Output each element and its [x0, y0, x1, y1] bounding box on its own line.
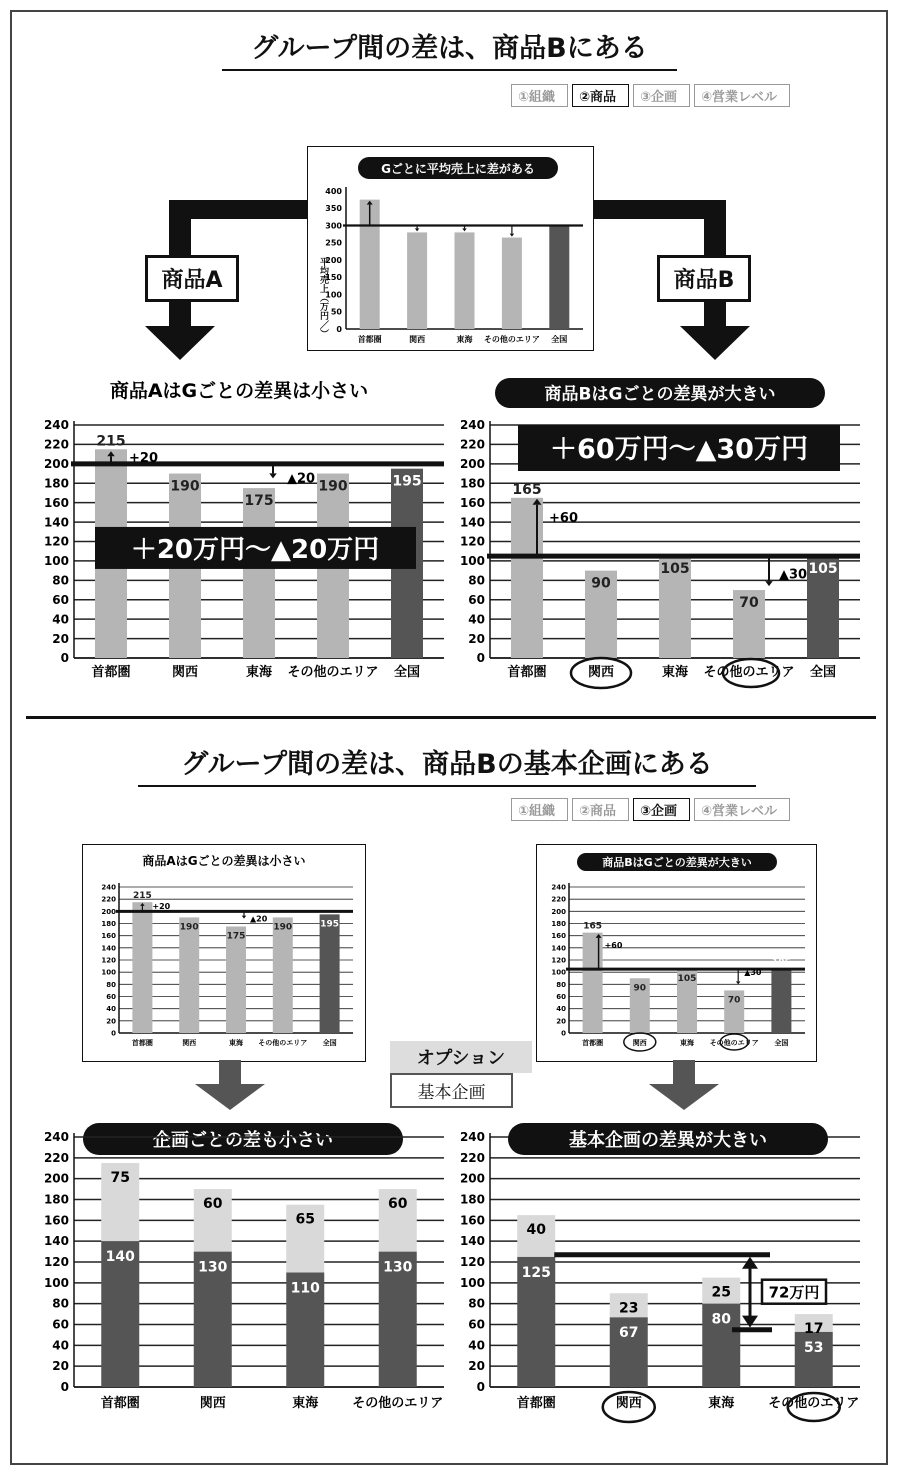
category-label: 東海: [229, 1039, 243, 1047]
category-label: 首都圏: [516, 1396, 556, 1411]
y-tick-label: 140: [43, 515, 69, 530]
y-tick-label: 20: [52, 1359, 69, 1374]
chart-title: 商品AはGごとの差異は小さい: [109, 380, 369, 402]
y-tick-label: 120: [459, 534, 485, 549]
y-tick-label: 60: [468, 1317, 485, 1332]
bar: [320, 914, 340, 1033]
step-1: ①組織: [511, 798, 568, 821]
value-label: 75: [110, 1170, 130, 1187]
y-tick-label: 20: [52, 631, 69, 646]
bar: [179, 917, 199, 1033]
y-tick-label: 160: [43, 1213, 69, 1228]
value-label: 175: [226, 931, 246, 942]
category-label: 関西: [587, 665, 615, 680]
y-tick-label: 220: [551, 895, 566, 904]
label-product-b: 商品B: [657, 255, 751, 302]
value-label: 190: [170, 478, 200, 495]
option-title: オプション: [390, 1041, 532, 1073]
value-label: 175: [244, 493, 274, 510]
bar: [771, 969, 791, 1033]
category-label: 首都圏: [582, 1039, 604, 1047]
diff-arrow-down-head: [242, 916, 247, 919]
y-tick-label: 40: [106, 1005, 116, 1014]
y-tick-label: 0: [60, 651, 69, 666]
y-tick-label: 240: [459, 1130, 485, 1144]
bar: [583, 933, 603, 1033]
diff-arrow-down-head: [269, 473, 277, 478]
thumb-chart-product-a: [83, 845, 365, 1061]
y-tick-label: 80: [556, 980, 566, 989]
category-label: 東海: [708, 1396, 735, 1411]
bar: [511, 498, 543, 658]
annotation: +20: [129, 451, 158, 467]
step-2: ②商品: [572, 798, 629, 821]
annotation: ▲30: [744, 968, 762, 978]
y-tick-label: 300: [325, 221, 342, 231]
chart-title: 商品BはGごとの差異が大きい: [544, 384, 776, 405]
y-tick-label: 400: [325, 186, 342, 196]
value-label: 105: [772, 958, 791, 969]
y-tick-label: 220: [43, 1150, 69, 1165]
bar: [502, 238, 522, 329]
y-tick-label: 250: [325, 238, 342, 248]
value-label: 23: [619, 1300, 639, 1317]
y-tick-label: 220: [43, 437, 69, 452]
y-tick-label: 40: [52, 1338, 69, 1353]
y-tick-label: 40: [468, 1338, 485, 1353]
value-label: 105: [677, 974, 697, 985]
annotation: +60: [604, 940, 623, 950]
y-tick-label: 140: [459, 1234, 485, 1249]
y-tick-label: 60: [468, 592, 485, 607]
y-tick-label: 50: [330, 307, 342, 317]
annotation: ▲30: [779, 567, 808, 583]
y-tick-label: 240: [459, 418, 485, 433]
y-tick-label: 160: [459, 1213, 485, 1228]
y-tick-label: 60: [556, 992, 566, 1001]
category-label: その他のエリア: [703, 665, 795, 680]
diff-arrow-head: [510, 234, 515, 237]
y-tick-label: 200: [459, 1171, 485, 1186]
y-tick-label: 120: [43, 534, 69, 549]
flow-arrow-bottom-left: [190, 1060, 270, 1112]
y-tick-label: 80: [468, 1296, 485, 1311]
y-tick-label: 80: [52, 573, 69, 588]
value-label: 125: [521, 1264, 551, 1281]
value-label: 165: [583, 921, 602, 932]
y-tick-label: 60: [52, 592, 69, 607]
category-label: 全国: [551, 335, 568, 344]
category-label: 東海: [680, 1039, 694, 1047]
y-tick-label: 0: [60, 1380, 69, 1394]
y-tick-label: 200: [101, 907, 116, 916]
category-label: 全国: [774, 1039, 789, 1047]
y-tick-label: 80: [468, 573, 485, 588]
category-label: 全国: [809, 665, 837, 680]
y-tick-label: 0: [336, 324, 342, 334]
y-tick-label: 200: [459, 457, 485, 472]
y-tick-label: 60: [52, 1317, 69, 1332]
bar: [132, 902, 152, 1033]
category-label: その他のエリア: [483, 335, 540, 344]
category-label: 全国: [393, 665, 421, 680]
y-tick-label: 140: [551, 944, 566, 953]
y-tick-label: 100: [43, 554, 69, 569]
bar: [407, 232, 427, 329]
section-divider: [26, 716, 876, 719]
value-label: 215: [133, 891, 152, 902]
category-label: 関西: [182, 1039, 197, 1047]
y-tick-label: 220: [459, 437, 485, 452]
value-label: 53: [804, 1339, 824, 1356]
chart-title: Gごとに平均売上に差がある: [381, 161, 535, 176]
avg-chart: [308, 147, 593, 350]
y-tick-label: 0: [111, 1029, 116, 1038]
value-label: 105: [808, 561, 838, 578]
category-label: 首都圏: [357, 335, 382, 344]
bar: [243, 488, 275, 658]
y-tick-label: 100: [459, 1275, 485, 1290]
range-arrow-head-down: [742, 1316, 758, 1328]
category-label: 首都圏: [91, 665, 131, 680]
diff-arrow-head: [462, 228, 467, 231]
value-label: 67: [619, 1325, 639, 1342]
category-label: 関西: [409, 335, 426, 344]
y-tick-label: 240: [551, 883, 566, 892]
flow-right-head: [680, 326, 750, 360]
category-label: その他のエリア: [258, 1039, 308, 1047]
flow-arrow-bottom-right: [644, 1060, 724, 1112]
value-label: 140: [105, 1249, 135, 1266]
y-tick-label: 240: [43, 418, 69, 433]
diff-arrow-head: [415, 228, 420, 231]
y-tick-label: 60: [106, 992, 116, 1001]
y-tick-label: 150: [325, 273, 342, 283]
y-tick-label: 200: [325, 255, 342, 265]
y-tick-label: 120: [43, 1255, 69, 1269]
callout-text: ＋20万円〜▲20万円: [130, 534, 380, 565]
section-title-bottom: グループ間の差は、商品Bの基本企画にある: [138, 742, 756, 787]
value-label: 60: [388, 1196, 408, 1213]
chart-product-a-plan: [28, 1115, 450, 1425]
step-1: ①組織: [511, 84, 568, 107]
value-label: 105: [660, 561, 690, 578]
thumb-a-box: [82, 844, 366, 1062]
value-label: 40: [526, 1222, 546, 1239]
y-tick-label: 20: [468, 1359, 485, 1374]
y-tick-label: 240: [43, 1130, 69, 1144]
y-tick-label: 100: [101, 968, 116, 977]
value-label: 110: [290, 1280, 320, 1297]
value-label: 80: [711, 1311, 731, 1328]
category-label: 東海: [456, 335, 473, 344]
y-tick-label: 100: [459, 554, 485, 569]
diff-arrow-down-head: [765, 581, 773, 586]
label-product-a: 商品A: [145, 255, 239, 302]
y-tick-label: 200: [551, 907, 566, 916]
y-tick-label: 120: [459, 1255, 485, 1269]
y-tick-label: 0: [476, 651, 485, 666]
chart-product-a: [28, 375, 450, 695]
range-arrow-head-up: [742, 1257, 758, 1269]
value-label: 17: [804, 1321, 824, 1338]
y-tick-label: 80: [52, 1296, 69, 1311]
value-label: 90: [633, 983, 647, 994]
y-tick-label: 160: [101, 932, 116, 941]
value-label: 130: [383, 1259, 413, 1276]
category-label: 東海: [292, 1396, 319, 1411]
step-4: ④営業レベル: [694, 798, 790, 821]
category-label: 首都圏: [100, 1396, 140, 1411]
value-label: 60: [203, 1196, 223, 1213]
section-title-top: グループ間の差は、商品Bにある: [222, 26, 677, 71]
y-tick-label: 140: [459, 515, 485, 530]
chart-title: 基本企画の差異が大きい: [569, 1130, 767, 1152]
option-value: 基本企画: [390, 1073, 513, 1108]
y-tick-label: 160: [43, 495, 69, 510]
category-label: その他のエリア: [709, 1039, 759, 1047]
step-2: ②商品: [572, 84, 629, 107]
diff-arrow-down-head: [736, 981, 741, 984]
y-tick-label: 160: [459, 495, 485, 510]
value-label: 25: [711, 1284, 731, 1301]
category-label: 関西: [615, 1396, 642, 1411]
value-label: 190: [318, 478, 348, 495]
y-tick-label: 240: [101, 883, 116, 892]
y-tick-label: 160: [551, 932, 566, 941]
y-tick-label: 180: [101, 919, 116, 928]
y-tick-label: 140: [43, 1234, 69, 1249]
y-tick-label: 350: [325, 204, 342, 214]
y-tick-label: 180: [459, 476, 485, 491]
y-tick-label: 100: [325, 290, 342, 300]
y-tick-label: 80: [106, 980, 116, 989]
value-label: 65: [295, 1211, 315, 1228]
bar: [549, 226, 569, 330]
category-label: 首都圏: [131, 1039, 153, 1047]
y-tick-label: 0: [476, 1380, 485, 1394]
annotation: ▲20: [287, 471, 316, 487]
y-tick-label: 180: [43, 1192, 69, 1207]
range-label: 72万円: [768, 1283, 820, 1302]
category-label: 関西: [632, 1039, 647, 1047]
value-label: 190: [273, 922, 293, 933]
avg-chart-box: [307, 146, 594, 351]
y-tick-label: 120: [101, 956, 116, 965]
annotation: +20: [152, 901, 171, 911]
step-indicator-bottom: [511, 798, 790, 821]
y-tick-label: 20: [468, 631, 485, 646]
y-tick-label: 200: [43, 457, 69, 472]
category-label: 東海: [245, 665, 273, 680]
value-label: 215: [96, 433, 126, 450]
y-tick-label: 0: [561, 1029, 566, 1038]
y-tick-label: 100: [551, 968, 566, 977]
callout-text: ＋60万円〜▲30万円: [550, 434, 808, 465]
category-label: 全国: [322, 1039, 337, 1047]
y-tick-label: 140: [101, 944, 116, 953]
category-label: その他のエリア: [768, 1396, 860, 1411]
chart-product-b-plan: [450, 1115, 870, 1425]
category-label: その他のエリア: [352, 1396, 444, 1411]
y-tick-label: 20: [556, 1017, 566, 1026]
value-label: 165: [512, 481, 542, 498]
value-label: 90: [591, 575, 611, 592]
y-tick-label: 40: [468, 612, 485, 627]
y-tick-label: 180: [551, 919, 566, 928]
chart-title: 企画ごとの差も小さい: [153, 1130, 333, 1152]
annotation: ▲20: [250, 914, 268, 924]
thumb-b-box: [536, 844, 817, 1062]
flow-left-head: [145, 326, 215, 360]
value-label: 70: [739, 595, 759, 612]
y-tick-label: 100: [43, 1275, 69, 1290]
y-tick-label: 40: [556, 1005, 566, 1014]
step-4: ④営業レベル: [694, 84, 790, 107]
category-label: その他のエリア: [287, 665, 379, 680]
value-label: 190: [179, 922, 199, 933]
y-tick-label: 200: [43, 1171, 69, 1186]
step-indicator-top: [511, 84, 790, 107]
thumb-chart-product-b: [537, 845, 816, 1061]
y-axis-label: 平均売上（万円／）: [318, 257, 328, 338]
chart-title: 商品BはGごとの差異が大きい: [602, 855, 752, 869]
category-label: 首都圏: [507, 665, 547, 680]
annotation: +60: [549, 511, 578, 527]
bar: [273, 917, 293, 1033]
y-tick-label: 220: [101, 895, 116, 904]
y-tick-label: 40: [52, 612, 69, 627]
category-label: 東海: [661, 665, 689, 680]
value-label: 130: [198, 1259, 228, 1276]
y-tick-label: 20: [106, 1017, 116, 1026]
category-label: 関西: [199, 1396, 226, 1411]
y-tick-label: 180: [43, 476, 69, 491]
y-tick-label: 180: [459, 1192, 485, 1207]
value-label: 195: [392, 473, 422, 490]
category-label: 関西: [171, 665, 199, 680]
bar: [226, 927, 246, 1033]
chart-product-b: [450, 375, 870, 695]
y-tick-label: 120: [551, 956, 566, 965]
bar: [455, 232, 475, 329]
step-3: ③企画: [633, 84, 690, 107]
value-label: 195: [320, 919, 339, 930]
value-label: 70: [727, 995, 741, 1006]
step-3: ③企画: [633, 798, 690, 821]
y-tick-label: 220: [459, 1150, 485, 1165]
chart-title: 商品AはGごとの差異は小さい: [142, 854, 306, 868]
